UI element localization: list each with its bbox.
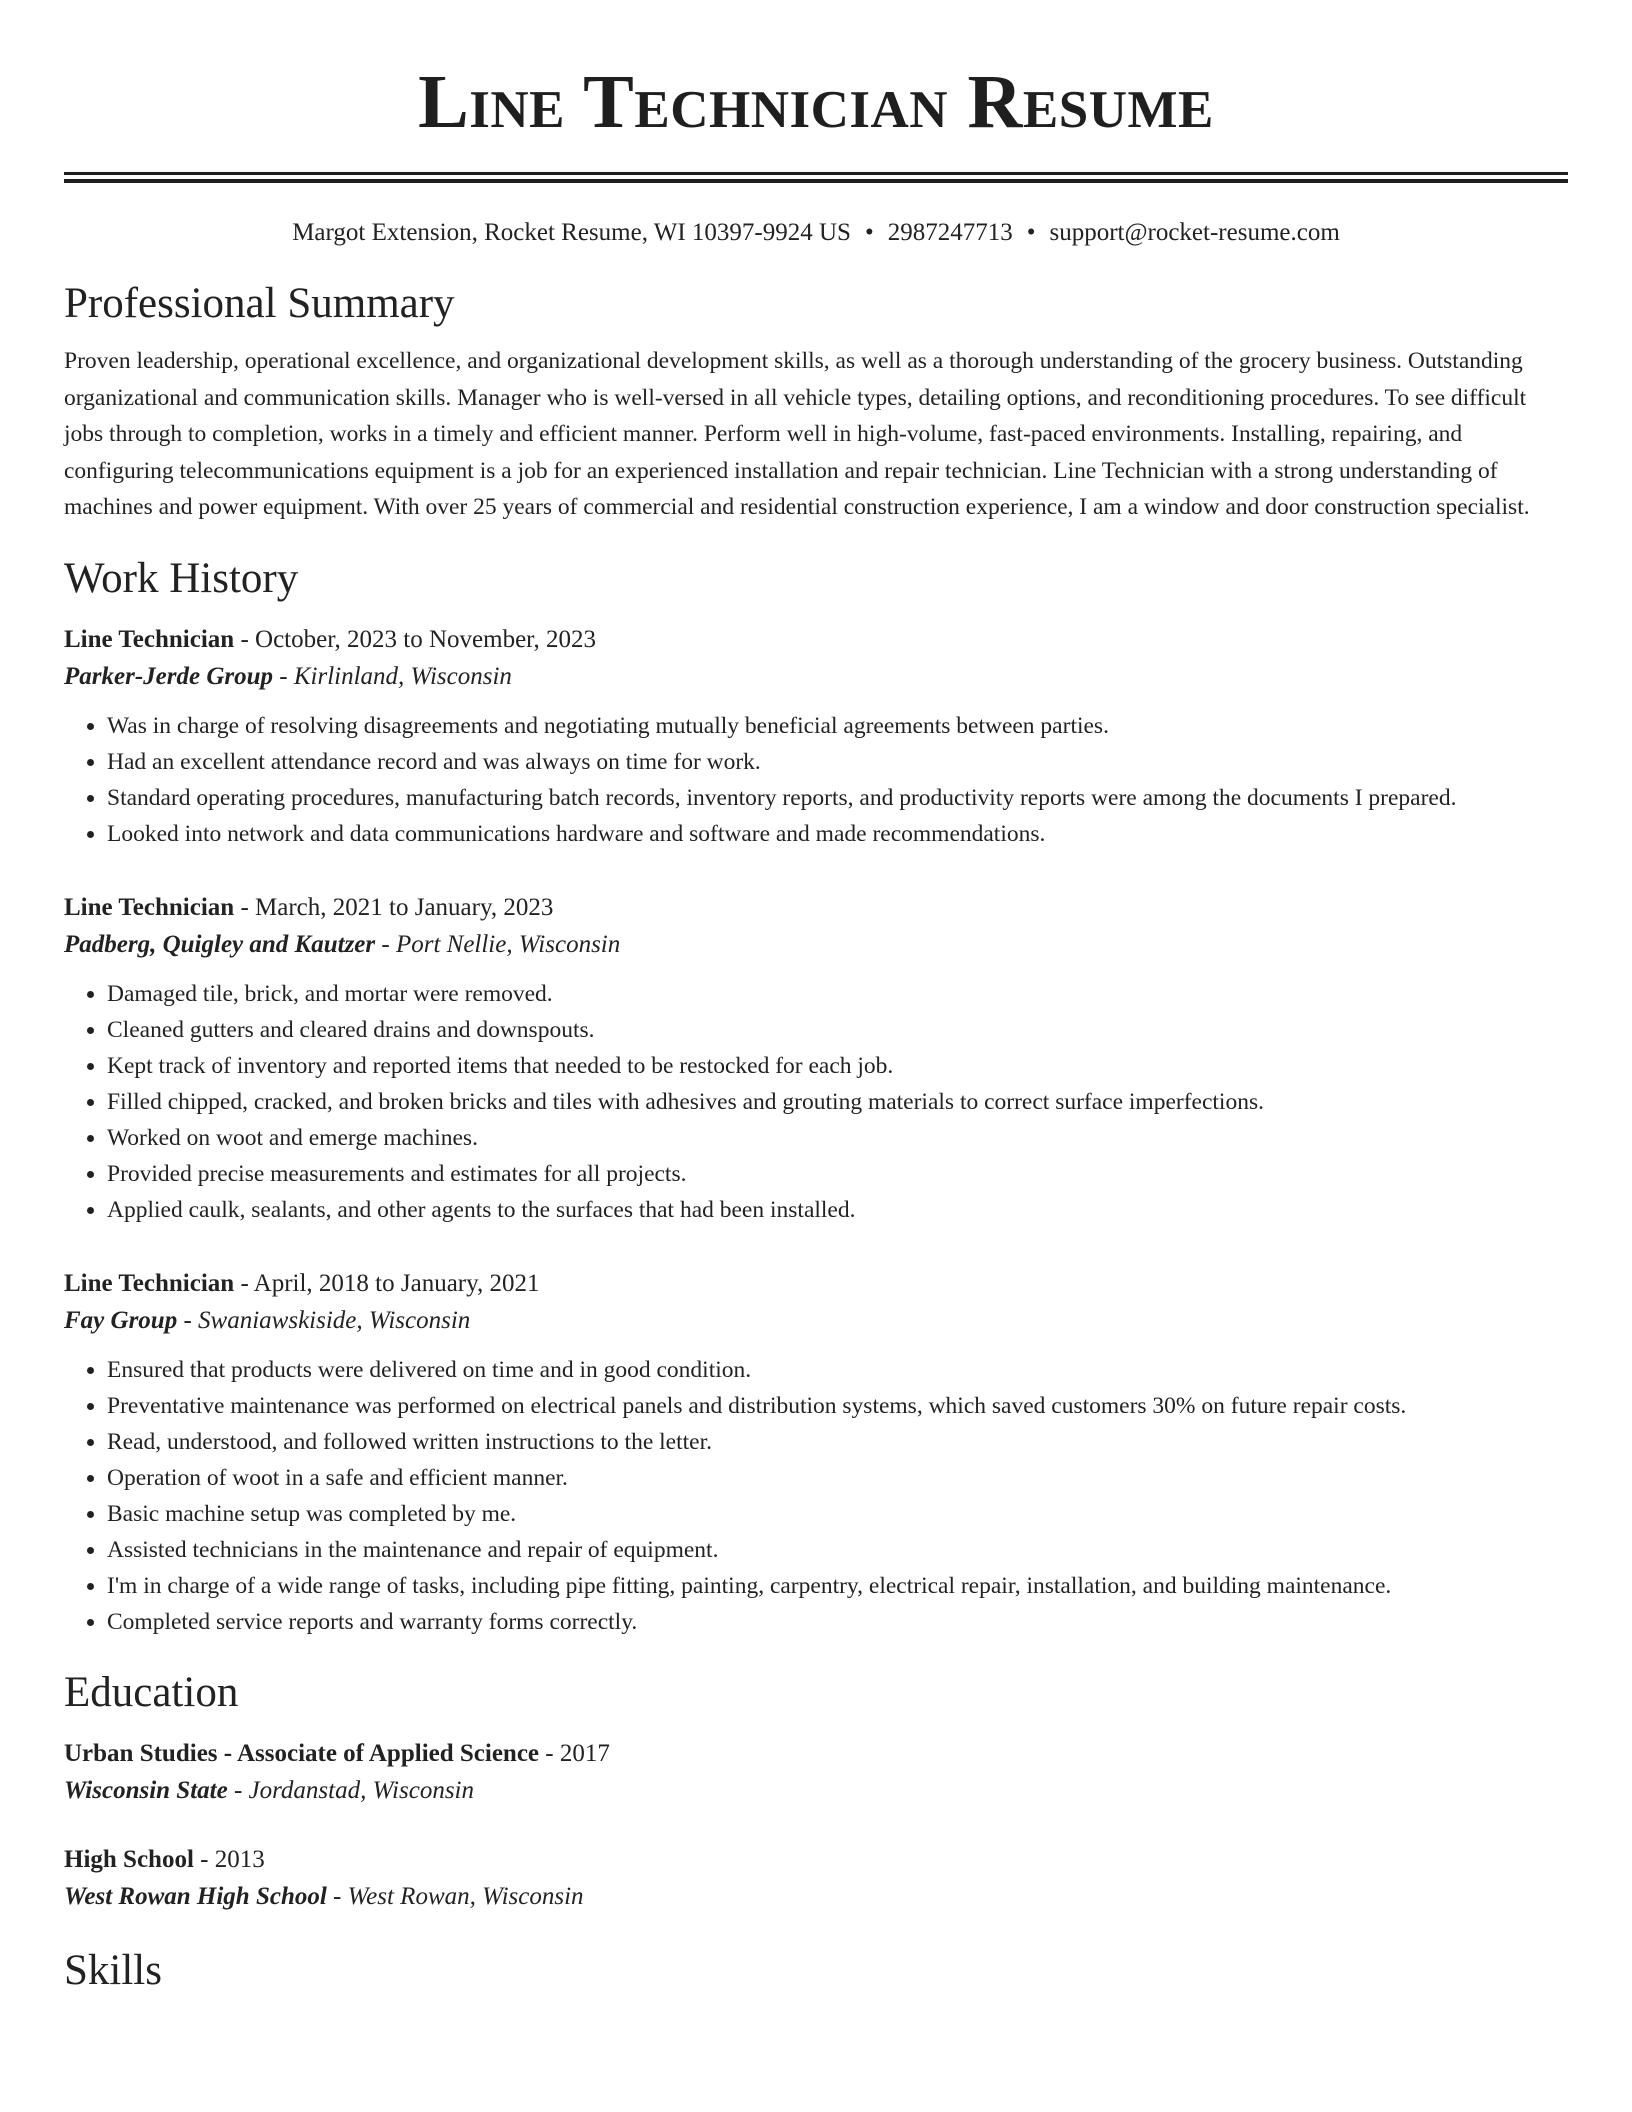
list-item: • Looked into network and data communications hardware and software and made recommendations.: [107, 816, 1568, 852]
education-school-line: [64, 1878, 1568, 1916]
contact-email: support@rocket-resume.com: [1049, 219, 1340, 246]
list-item: • Ensured that products were delivered on time and in good condition.: [107, 1352, 1568, 1388]
list-item: • Provided precise measurements and estimates for all projects.: [107, 1156, 1568, 1192]
list-item: • Operation of woot in a safe and efficient manner.: [107, 1460, 1568, 1496]
education-year: - 2013: [193, 1845, 265, 1873]
job-entry: [64, 622, 1568, 852]
job-title-line: [64, 1266, 1568, 1302]
contact-separator: •: [1026, 219, 1036, 246]
education-school-line: [64, 1772, 1568, 1810]
summary-heading: Professional Summary: [64, 280, 455, 327]
job-company: Padberg, Quigley and Kautzer: [64, 930, 376, 958]
job-entry: [64, 1266, 1568, 1640]
job-title: Line Technician: [64, 893, 235, 921]
list-item: • Was in charge of resolving disagreements and negotiating mutually beneficial agreements between parties.: [107, 708, 1568, 744]
job-bullets: [64, 708, 1568, 852]
list-item: • Kept track of inventory and reported items that needed to be restocked for each job.: [107, 1048, 1568, 1084]
job-title-line: [64, 890, 1568, 926]
list-item: • Worked on woot and emerge machines.: [107, 1120, 1568, 1156]
list-item: • Damaged tile, brick, and mortar were removed.: [107, 976, 1568, 1012]
summary-text: Proven leadership, operational excellence, and organizational development skills, as well as a thorough understanding of the grocery business. Outstanding organizational and communication skills. Manager who is well-versed in all vehicle types, detailing options, and reconditioning procedures. To see difficult jobs through to completion, works in a timely and efficient manner. Perform well in high-volume, fast-paced environments. Installing, repairing, and configuring telecommunications equipment is a job for an experienced installation and repair technician. Line Technician with a strong understanding of machines and power equipment. With over 25 years of commercial and residential construction experience, I am a window and door construction specialist.: [64, 348, 1530, 520]
job-title: Line Technician: [64, 1269, 235, 1297]
education-degree: High School: [64, 1845, 194, 1873]
job-bullets: [64, 1352, 1568, 1640]
list-item: • Cleaned gutters and cleared drains and downspouts.: [107, 1012, 1568, 1048]
list-item: • Preventative maintenance was performed on electrical panels and distribution systems, which saved customers 30% on future repair costs.: [107, 1388, 1568, 1424]
job-dates: - March, 2021 to January, 2023: [234, 893, 554, 921]
contact-line: [64, 217, 1568, 249]
contact-address: Margot Extension, Rocket Resume, WI 10397-9924 US: [292, 219, 851, 246]
job-location: - Kirlinland, Wisconsin: [273, 662, 512, 690]
education-entry: [64, 1736, 1568, 1810]
job-company-line: [64, 926, 1568, 964]
job-title-line: [64, 622, 1568, 658]
list-item: • Standard operating procedures, manufacturing batch records, inventory reports, and productivity reports were among the documents I prepared.: [107, 780, 1568, 816]
job-title: Line Technician: [64, 625, 235, 653]
education-degree: Urban Studies - Associate of Applied Science: [64, 1739, 540, 1767]
list-item: • Completed service reports and warranty forms correctly.: [107, 1604, 1568, 1640]
education-entry: [64, 1842, 1568, 1916]
job-company-line: [64, 1302, 1568, 1340]
job-entry: [64, 890, 1568, 1228]
job-dates: - October, 2023 to November, 2023: [234, 625, 597, 653]
contact-separator: •: [864, 219, 874, 246]
list-item: • I'm in charge of a wide range of tasks, including pipe fitting, painting, carpentry, electrical repair, installation, and building maintenance.: [107, 1568, 1568, 1604]
education-degree-line: [64, 1736, 1568, 1772]
job-company: Fay Group: [64, 1306, 178, 1334]
education-school: Wisconsin State: [64, 1776, 228, 1804]
list-item: • Read, understood, and followed written instructions to the letter.: [107, 1424, 1568, 1460]
work-history-heading: Work History: [64, 554, 299, 602]
page-title: Line Technician Resume: [418, 60, 1214, 144]
list-item: • Had an excellent attendance record and was always on time for work.: [107, 744, 1568, 780]
job-location: - Swaniawskiside, Wisconsin: [177, 1306, 471, 1334]
education-heading: Education: [64, 1668, 239, 1716]
skills-heading: Skills: [64, 1946, 162, 1994]
list-item: • Basic machine setup was completed by me.: [107, 1496, 1568, 1532]
job-company-line: [64, 658, 1568, 696]
education-school: West Rowan High School: [64, 1882, 327, 1910]
job-dates: - April, 2018 to January, 2021: [234, 1269, 540, 1297]
education-year: - 2017: [539, 1739, 610, 1767]
title-divider-bottom: [64, 179, 1568, 183]
job-company: Parker-Jerde Group: [64, 662, 274, 690]
education-location: - Jordanstad, Wisconsin: [227, 1776, 474, 1804]
contact-phone: 2987247713: [887, 219, 1013, 246]
education-location: - West Rowan, Wisconsin: [326, 1882, 584, 1910]
education-degree-line: [64, 1842, 1568, 1878]
list-item: • Assisted technicians in the maintenance and repair of equipment.: [107, 1532, 1568, 1568]
list-item: • Filled chipped, cracked, and broken bricks and tiles with adhesives and grouting materials to correct surface imperfections.: [107, 1084, 1568, 1120]
list-item: • Applied caulk, sealants, and other agents to the surfaces that had been installed.: [107, 1192, 1568, 1228]
job-bullets: [64, 976, 1568, 1228]
job-location: - Port Nellie, Wisconsin: [375, 930, 621, 958]
